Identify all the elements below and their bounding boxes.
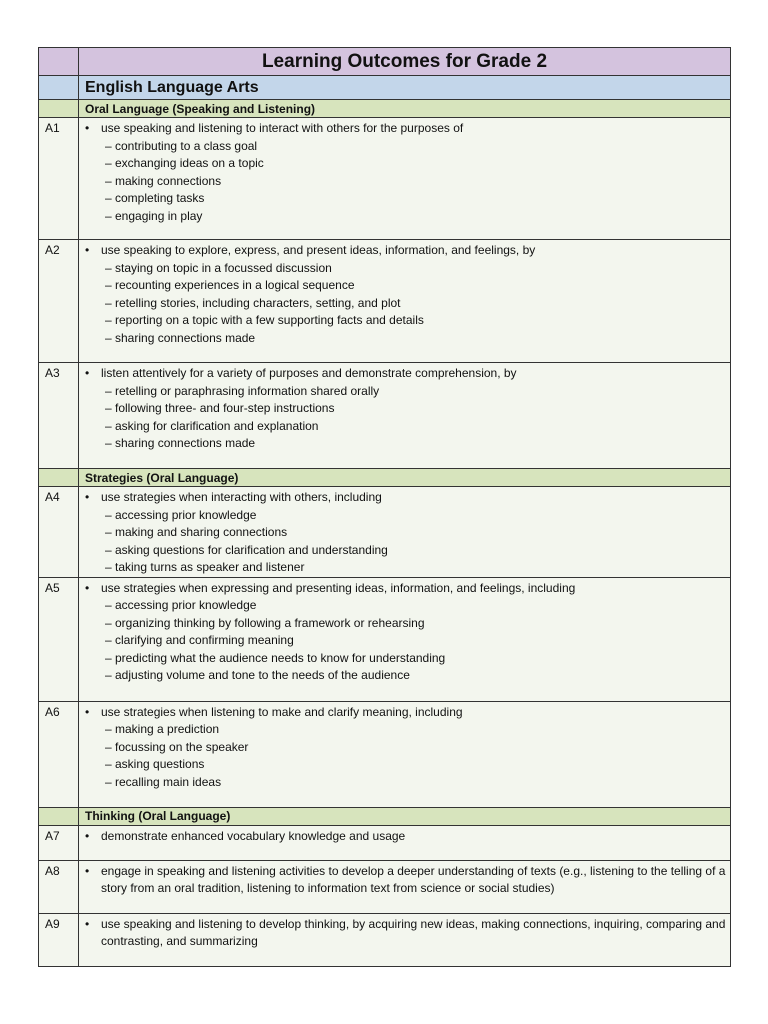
outcome-row — [39, 860, 731, 913]
outcome-sub-item: – sharing connections made — [105, 330, 256, 345]
outcome-bullet-line — [85, 863, 726, 898]
bullet-icon: • — [85, 121, 90, 135]
outcome-description — [79, 240, 731, 363]
outcome-sub-item: – retelling or paraphrasing information shared orally — [105, 383, 380, 398]
outcome-bullet-line — [85, 916, 726, 951]
subject-heading: English Language Arts — [79, 76, 731, 100]
outcome-text: demonstrate enhanced vocabulary knowledge and usage — [101, 828, 406, 843]
outcome-code: A1 — [39, 118, 79, 240]
bullet-icon: • — [85, 916, 90, 931]
bullet-icon: • — [85, 863, 90, 878]
section-corner-cell — [39, 469, 79, 487]
outcome-sub-item: – recounting experiences in a logical sequence — [105, 278, 355, 292]
outcome-row — [39, 825, 731, 860]
section-row — [39, 100, 731, 118]
outcome-row — [39, 240, 731, 363]
outcome-code: A5 — [39, 577, 79, 701]
outcome-sub-item: – focussing on the speaker — [105, 739, 249, 754]
outcome-sub-item: – completing tasks — [105, 191, 205, 205]
outcome-bullet-line — [85, 704, 726, 722]
outcome-text: use speaking to explore, express, and present ideas, information, and feelings, by — [101, 243, 536, 257]
outcome-code: A8 — [39, 860, 79, 913]
outcome-bullet-line — [85, 365, 726, 383]
outcome-sub-item: – making and sharing connections — [105, 525, 288, 539]
outcome-description — [79, 363, 731, 469]
outcome-sub-item: – accessing prior knowledge — [105, 507, 257, 522]
outcome-row — [39, 913, 731, 966]
section-heading: Thinking (Oral Language) — [79, 807, 731, 825]
section-corner-cell — [39, 807, 79, 825]
outcomes-table — [38, 47, 731, 967]
outcome-description — [79, 860, 731, 913]
outcome-sub-item: – sharing connections made — [105, 436, 256, 450]
outcome-text: use strategies when listening to make and clarify meaning, including — [101, 704, 463, 719]
outcomes-table-body — [39, 48, 731, 967]
outcome-sub-item: – following three- and four-step instructions — [105, 401, 335, 415]
outcome-sub-item: – engaging in play — [105, 208, 203, 223]
outcome-text: use speaking and listening to interact with others for the purposes of — [101, 121, 464, 135]
outcome-row — [39, 487, 731, 578]
bullet-icon: • — [85, 704, 90, 719]
bullet-icon: • — [85, 243, 90, 257]
outcome-sub-item: – reporting on a topic with a few supporting facts and details — [105, 313, 424, 327]
section-heading: Oral Language (Speaking and Listening) — [79, 100, 731, 118]
section-row — [39, 469, 731, 487]
outcome-code: A9 — [39, 913, 79, 966]
outcome-code: A7 — [39, 825, 79, 860]
outcome-description — [79, 701, 731, 807]
section-corner-cell — [39, 100, 79, 118]
bullet-icon: • — [85, 366, 90, 380]
outcome-sub-item: – organizing thinking by following a framework or rehearsing — [105, 615, 425, 630]
outcome-sub-item: – adjusting volume and tone to the needs of the audience — [105, 668, 410, 682]
outcome-sub-item: – recalling main ideas — [105, 774, 222, 789]
subject-row — [39, 76, 731, 100]
bullet-icon: • — [85, 828, 90, 843]
outcome-text: listen attentively for a variety of purposes and demonstrate comprehension, by — [101, 366, 517, 380]
outcome-sub-item: – staying on topic in a focussed discussion — [105, 260, 332, 275]
outcome-description — [79, 487, 731, 578]
section-heading: Strategies (Oral Language) — [79, 469, 731, 487]
outcome-row — [39, 577, 731, 701]
outcome-bullet-line — [85, 120, 726, 138]
outcome-row — [39, 363, 731, 469]
outcome-code: A4 — [39, 487, 79, 578]
outcome-sub-item: – making connections — [105, 173, 222, 188]
outcome-text: engage in speaking and listening activities to develop a deeper understanding of texts (e.g., listening to the telling of a story from an oral tradition, listening to information text from science or social studies) — [101, 863, 726, 895]
section-row — [39, 807, 731, 825]
title-corner-cell — [39, 48, 79, 76]
outcome-bullet-line — [85, 828, 726, 846]
outcome-description — [79, 577, 731, 701]
outcome-sub-item: – asking for clarification and explanation — [105, 418, 319, 433]
outcome-sub-item: – asking questions — [105, 757, 205, 771]
outcome-bullet-line — [85, 580, 726, 598]
outcome-sub-item: – clarifying and confirming meaning — [105, 633, 294, 647]
bullet-icon: • — [85, 580, 90, 595]
outcome-text: use speaking and listening to develop thinking, by acquiring new ideas, making connections, inquiring, comparing and contrasting, and summarizing — [101, 916, 726, 948]
outcome-description — [79, 825, 731, 860]
subject-corner-cell — [39, 76, 79, 100]
outcome-code: A3 — [39, 363, 79, 469]
outcome-text: use strategies when expressing and presenting ideas, information, and feelings, including — [101, 580, 576, 595]
outcome-sub-item: – asking questions for clarification and understanding — [105, 542, 388, 557]
title-row — [39, 48, 731, 76]
outcome-row — [39, 701, 731, 807]
outcome-code: A2 — [39, 240, 79, 363]
outcome-bullet-line — [85, 489, 726, 507]
outcome-sub-item: – taking turns as speaker and listener — [105, 560, 305, 574]
outcome-sub-item: – retelling stories, including characters, setting, and plot — [105, 295, 401, 310]
bullet-icon: • — [85, 490, 90, 504]
outcome-description — [79, 118, 731, 240]
outcome-sub-item: – accessing prior knowledge — [105, 598, 257, 612]
page-title: Learning Outcomes for Grade 2 — [79, 48, 731, 76]
outcome-sub-item: – making a prediction — [105, 722, 220, 736]
outcome-code: A6 — [39, 701, 79, 807]
outcome-text: use strategies when interacting with others, including — [101, 490, 382, 504]
outcome-sub-item: – exchanging ideas on a topic — [105, 156, 264, 170]
outcome-sub-item: – predicting what the audience needs to know for understanding — [105, 650, 446, 665]
outcome-sub-item: – contributing to a class goal — [105, 138, 258, 153]
outcome-bullet-line — [85, 242, 726, 260]
outcome-row — [39, 118, 731, 240]
outcome-description — [79, 913, 731, 966]
